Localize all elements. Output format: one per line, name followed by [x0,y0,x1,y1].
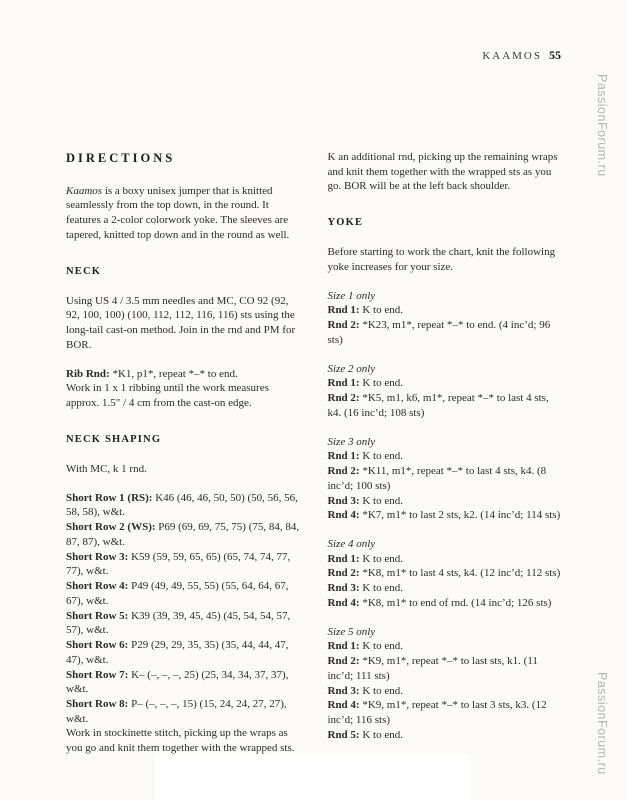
short-row-label: Short Row 2 (WS): [66,521,156,534]
short-row-6 [66,638,300,667]
page-header [482,48,561,63]
short-row-label: Short Row 5: [66,609,129,622]
neck-heading: NECK [66,265,102,277]
rnd-text: *K8, m1* to last 4 sts, k4. (12 inc’d; 112 sts) [359,567,561,580]
rnd-line [328,639,562,654]
rnd-text: *K11, m1*, repeat *–* to last 4 sts, k4. (8 inc’d; 100 sts) [327,465,547,492]
rnd-line [328,318,562,347]
watermark-passionforum-top: PassionForum.ru [595,74,609,177]
rnd-line [328,728,562,743]
rnd-label: Rnd 1: [327,450,360,463]
rnd-text: K to end. [359,582,403,595]
rnd-text: *K9, m1*, repeat *–* to last sts, k1. (11 inc’d; 111 sts) [327,655,538,682]
watermark-passionforum-bottom: PassionForum.ru [595,672,609,775]
neck-paragraph: Using US 4 / 3.5 mm needles and MC, CO 92 (92, 92, 100, 100) (100, 112, 112, 116, 116) sts using the long-tail cast-on method. Join in the rnd and PM for BOR. [66,294,296,351]
short-row-text: P29 (29, 29, 35, 35) (35, 44, 44, 47, 47), w&t. [66,639,289,666]
short-row-text: K59 (59, 59, 65, 65) (65, 74, 74, 77, 77), w&t. [66,550,291,578]
short-row-8 [66,697,300,726]
yoke-heading: YOKE [327,217,364,229]
rnd-label: Rnd 1: [327,640,360,653]
rnd-label: Rnd 2: [327,655,360,668]
short-row-text: P69 (69, 69, 75, 75) (75, 84, 84, 87, 87), w&t. [66,521,300,548]
size-3-block [328,435,562,523]
short-row-label: Short Row 4: [66,580,129,593]
short-row-3 [66,550,300,579]
rnd-line [328,303,562,318]
short-row-text: K39 (39, 39, 45, 45) (45, 54, 54, 57, 57), w&t. [66,609,291,637]
page-content [66,150,561,756]
rnd-label: Rnd 2: [327,465,360,478]
directions-heading: DIRECTIONS [66,151,176,165]
rib-rnd-line [66,367,300,382]
rnd-text: K to end. [359,728,403,741]
rnd-label: Rnd 1: [327,377,360,390]
rnd-label: Rnd 4: [327,596,360,609]
rnd-line [328,391,562,420]
book-title: KAAMOS [482,50,542,62]
rnd-line [328,698,562,727]
size-5-block [328,625,562,743]
size-title: Size 3 only [327,435,376,448]
with-mc-line: With MC, k 1 rnd. [66,462,147,475]
rnd-line [328,376,562,391]
size-title: Size 1 only [327,289,376,302]
rnd-text: K to end. [359,684,403,697]
closing-paragraph: Work in stockinette stitch, picking up the wraps as you go and knit them together with the wrapped sts. [66,727,295,755]
yoke-intro-paragraph: Before starting to work the chart, knit the following yoke increases for your size. [327,246,556,273]
left-column [66,150,300,756]
short-row-label: Short Row 1 (RS): [66,491,153,504]
rnd-text: *K23, m1*, repeat *–* to end. (4 inc’d; 96 sts) [327,319,551,346]
rnd-line [328,684,562,699]
rnd-text: *K8, m1* to end of rnd. (14 inc’d; 126 sts) [359,596,552,609]
rnd-label: Rnd 4: [327,699,360,712]
short-row-7 [66,668,300,697]
rnd-label: Rnd 4: [327,509,360,522]
rnd-line [328,449,562,464]
rnd-text: *K7, m1* to last 2 sts, k2. (14 inc’d; 114 sts) [359,509,561,522]
rnd-label: Rnd 1: [327,552,360,565]
rnd-line [328,654,562,683]
rib-rnd-text: *K1, p1*, repeat *–* to end. [109,367,238,380]
right-column [328,150,562,756]
short-row-1 [66,491,300,520]
rnd-label: Rnd 3: [327,494,360,507]
rnd-line [328,596,562,611]
rnd-text: K to end. [359,640,403,653]
rnd-text: K to end. [359,450,403,463]
rnd-label: Rnd 2: [327,567,360,580]
rnd-text: *K9, m1*, repeat *–* to last 3 sts, k3. (12 inc’d; 116 sts) [327,699,547,727]
rnd-line [328,464,562,493]
size-title: Size 5 only [327,625,376,638]
short-row-label: Short Row 7: [66,668,129,681]
yoke-carryover-paragraph: K an additional rnd, picking up the remaining wraps and knit them together with the wrapped sts as you go. BOR will be at the left back shoulder. [327,151,558,193]
rnd-line [328,552,562,567]
short-row-text: P49 (49, 49, 55, 55) (55, 64, 64, 67, 67), w&t. [66,580,289,607]
rib-paragraph: Work in 1 x 1 ribbing until the work measures approx. 1.5" / 4 cm from the cast-on edge. [66,382,269,410]
short-row-text: K– (–, –, –, 25) (25, 34, 34, 37, 37), w&t. [66,668,289,696]
rnd-text: K to end. [359,494,403,507]
short-row-text: K46 (46, 46, 50, 50) (50, 56, 56, 58, 58), w&t. [66,491,298,519]
short-row-2 [66,520,300,549]
intro-text: is a boxy unisex jumper that is knitted seamlessly from the top down, in the round. It features a 2-color colorwork yoke. The sleeves are tapered, knitted top down and in the round as well. [66,184,290,241]
short-row-text: P– (–, –, –, 15) (15, 24, 24, 27, 27), w&t. [66,697,287,725]
rnd-text: K to end. [359,377,403,390]
rnd-label: Rnd 2: [327,319,360,332]
short-row-4 [66,579,300,608]
rnd-text: K to end. [359,304,403,317]
rnd-line [328,494,562,509]
size-title: Size 2 only [327,362,376,375]
short-row-label: Short Row 6: [66,639,129,652]
short-row-label: Short Row 8: [66,697,129,710]
rnd-label: Rnd 1: [327,304,360,317]
rnd-label: Rnd 5: [327,728,360,741]
size-2-block [328,362,562,421]
size-4-block [328,537,562,611]
page-number: 55 [549,48,561,62]
rib-rnd-label: Rib Rnd: [66,367,110,380]
rnd-line [328,508,562,523]
rnd-text: K to end. [359,552,403,565]
bottom-white-strip [155,755,470,800]
intro-paragraph [66,184,300,243]
rnd-label: Rnd 2: [327,392,360,405]
short-row-label: Short Row 3: [66,550,129,563]
rnd-line [328,566,562,581]
size-title: Size 4 only [327,538,376,551]
size-1-block [328,289,562,348]
rnd-text: *K5, m1, k6, m1*, repeat *–* to last 4 sts, k4. (16 inc’d; 108 sts) [327,392,549,419]
short-row-5 [66,609,300,638]
intro-title-word: Kaamos [66,184,103,197]
rnd-line [328,581,562,596]
rnd-label: Rnd 3: [327,582,360,595]
neck-shaping-heading: NECK SHAPING [66,433,162,445]
rnd-label: Rnd 3: [327,684,360,697]
